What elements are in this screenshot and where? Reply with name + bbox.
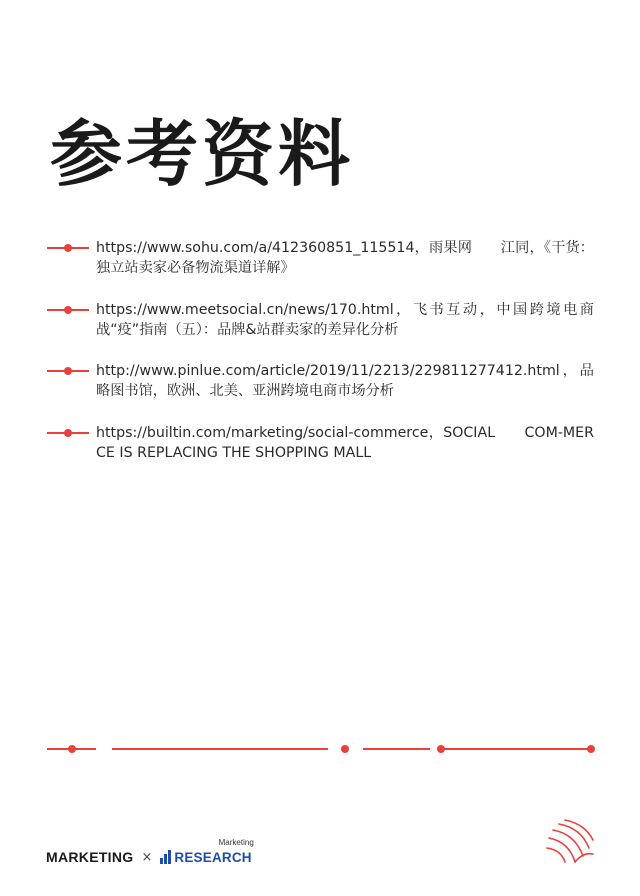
reference-text: http://www.pinlue.com/article/2019/11/2213/229811277412.html，品略图书馆，欧洲、北美、亚洲跨境电商市场分析	[96, 363, 594, 399]
bullet-line-icon	[47, 432, 89, 434]
separator-x: ×	[141, 849, 153, 865]
page-title: 参考资料	[50, 112, 355, 196]
reference-item	[0, 423, 640, 485]
bullet-line-icon	[47, 247, 89, 249]
marketing-logo: MARKETING	[46, 849, 134, 865]
bullet-line-icon	[47, 370, 89, 372]
brand-corner-icon	[545, 818, 595, 863]
reference-item	[0, 361, 640, 423]
reference-text: https://www.sohu.com/a/412360851_115514，雨果网 江同，《干货：独立站卖家必备物流渠道详解》	[96, 240, 594, 276]
decorative-divider	[0, 744, 640, 754]
bullet-line-icon	[47, 309, 89, 311]
reference-item	[0, 238, 640, 300]
reference-list	[0, 238, 640, 484]
bar-chart-icon	[160, 850, 172, 864]
reference-item	[0, 300, 640, 362]
reference-text: https://builtin.com/marketing/social-commerce，SOCIAL COM-MERCE IS REPLACING THE SHOPPING MALL	[96, 424, 594, 461]
footer-logos	[46, 837, 254, 869]
research-logo: RESEARCH Marketing	[160, 850, 251, 865]
reference-text: https://www.meetsocial.cn/news/170.html，飞书互动，中国跨境电商战“疫”指南（五）：品牌&站群卖家的差异化分析	[96, 301, 594, 338]
